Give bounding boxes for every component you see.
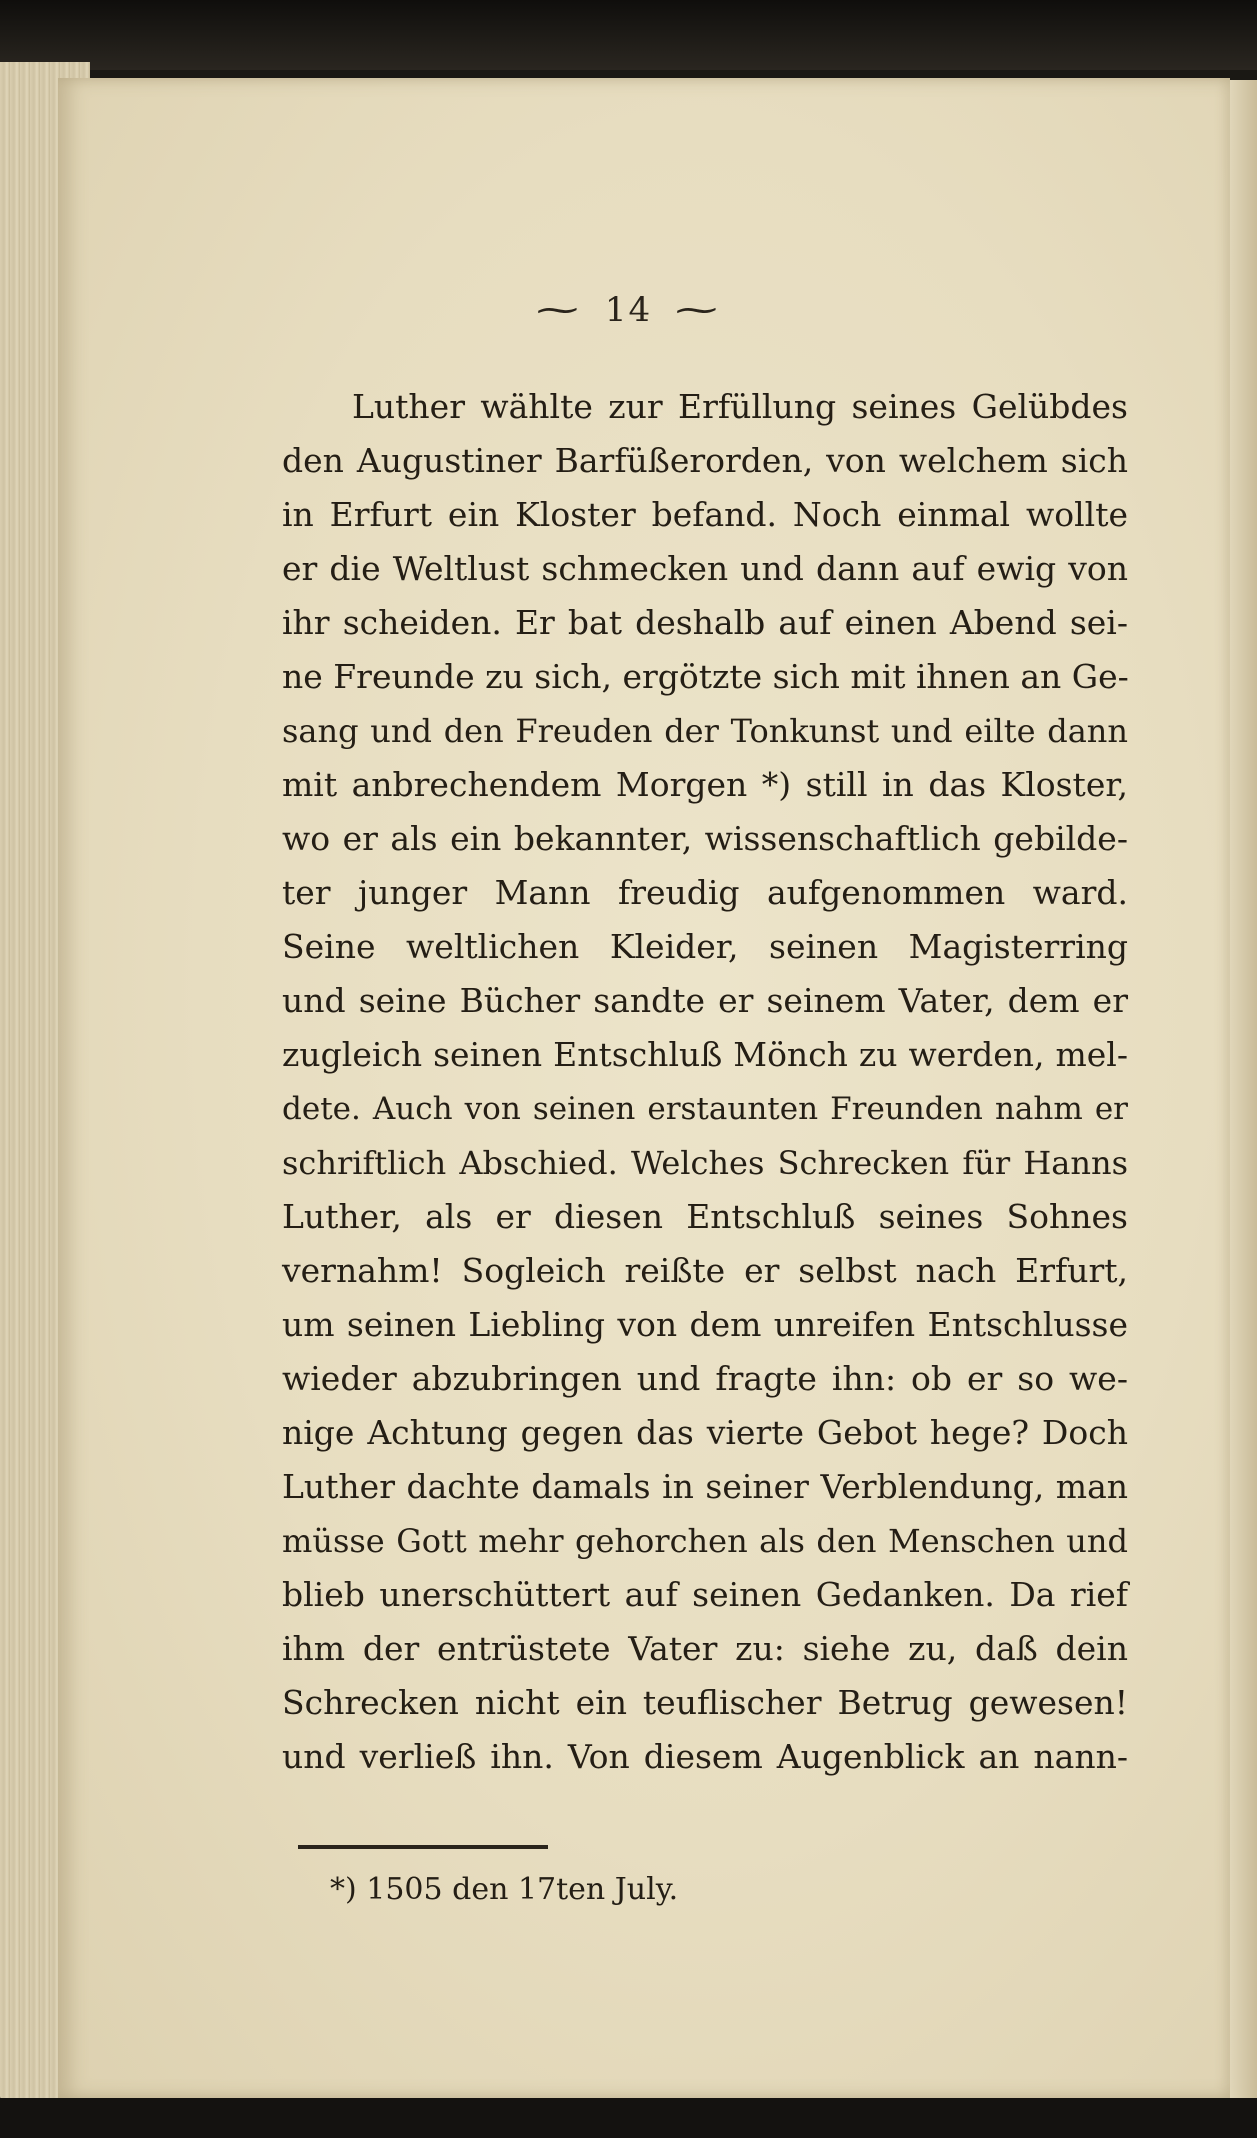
text-line: Schrecken nicht ein teuflischer Betrug gewesen!: [282, 1683, 1128, 1722]
text-line: Seine weltlichen Kleider, seinen Magisterring: [282, 927, 1128, 966]
text-line: ihr scheiden. Er bat deshalb auf einen Abend sei-: [282, 603, 1128, 642]
text-line: sang und den Freuden der Tonkunst und eilte dann: [282, 712, 1128, 750]
scan-top-edge: [0, 0, 1257, 70]
text-line: den Augustiner Barfüßerorden, von welchem sich: [282, 441, 1128, 480]
text-line: zugleich seinen Entschluß Mönch zu werden, mel-: [282, 1035, 1128, 1074]
text-line: ter junger Mann freudig aufgenommen ward.: [282, 873, 1128, 912]
scan-bottom-edge: [0, 2098, 1257, 2138]
page-number: 14: [604, 290, 653, 330]
text-line: Luther dachte damals in seiner Verblendung, man: [282, 1467, 1128, 1506]
footnote: *) 1505 den 17ten July.: [330, 1872, 679, 1907]
text-line: müsse Gott mehr gehorchen als den Menschen und: [282, 1522, 1128, 1560]
text-line: blieb unerschüttert auf seinen Gedanken. Da rief: [282, 1575, 1128, 1614]
right-page-edge: [1227, 80, 1257, 2120]
text-line: vernahm! Sogleich reißte er selbst nach Erfurt,: [282, 1251, 1128, 1290]
text-line: mit anbrechendem Morgen *) still in das Kloster,: [282, 765, 1128, 804]
text-line: und verließ ihn. Von diesem Augenblick an nann-: [282, 1737, 1128, 1776]
page-header: [0, 290, 1257, 330]
ornament-right: ~: [670, 290, 726, 330]
text-line: dete. Auch von seinen erstaunten Freunden nahm er: [282, 1091, 1128, 1127]
text-line: um seinen Liebling von dem unreifen Entschlusse: [282, 1305, 1128, 1344]
text-line: ihm der entrüstete Vater zu: siehe zu, daß dein: [282, 1629, 1128, 1668]
text-line: nige Achtung gegen das vierte Gebot hege? Doch: [282, 1413, 1128, 1452]
text-line: in Erfurt ein Kloster befand. Noch einmal wollte: [282, 495, 1128, 534]
text-line: ne Freunde zu sich, ergötzte sich mit ihnen an Ge-: [282, 657, 1129, 696]
ornament-left: ~: [531, 290, 587, 330]
text-line: Luther, als er diesen Entschluß seines Sohnes: [282, 1197, 1128, 1236]
text-line: er die Weltlust schmecken und dann auf ewig von: [282, 549, 1128, 588]
text-line: Luther wählte zur Erfüllung seines Gelübdes: [352, 387, 1128, 426]
text-line: wo er als ein bekannter, wissenschaftlich gebilde-: [282, 819, 1128, 858]
text-line: und seine Bücher sandte er seinem Vater, dem er: [282, 981, 1128, 1020]
text-line: schriftlich Abschied. Welches Schrecken für Hanns: [282, 1144, 1128, 1182]
text-line: wieder abzubringen und fragte ihn: ob er so we-: [282, 1359, 1128, 1398]
footnote-rule: [298, 1845, 548, 1849]
body-text: [282, 380, 1128, 1784]
